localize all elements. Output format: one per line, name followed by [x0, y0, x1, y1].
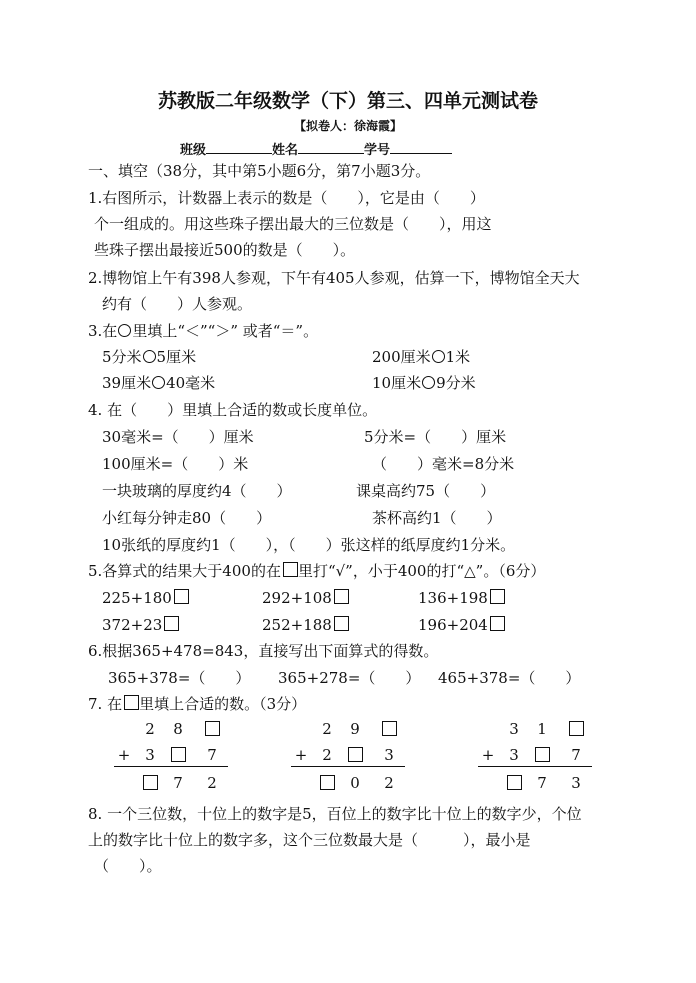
q7-stem-b: 里填上合适的数。（3分）: [139, 695, 307, 713]
digit-box[interactable]: [319, 775, 335, 792]
q1-line2: 个一组成的。用这些珠子摆出最大的三位数是（ ），用这: [94, 215, 492, 233]
q5-item: [262, 616, 349, 634]
q3-item: [102, 374, 215, 392]
q5-expr: 372+23: [102, 616, 163, 634]
digit-box[interactable]: [381, 721, 397, 738]
digit-box[interactable]: [142, 775, 158, 792]
student-info: [180, 139, 452, 158]
digit: 3: [571, 774, 581, 792]
answer-box[interactable]: [569, 721, 584, 736]
q3-left: 5分米: [102, 348, 142, 366]
square-icon: [124, 695, 139, 710]
q4-item: 小红每分钟走80（ ）: [102, 509, 272, 527]
digit: 3: [509, 746, 519, 764]
compare-circle[interactable]: [432, 350, 445, 363]
q5-item: [102, 616, 179, 634]
digit: 2: [322, 720, 332, 738]
q6-item: 365+278=（ ）: [278, 669, 421, 687]
digit: 7: [207, 746, 217, 764]
answer-box[interactable]: [334, 589, 349, 604]
q4-item: 10张纸的厚度约1（ ），（ ）张这样的纸厚度约1分米。: [102, 536, 516, 554]
q4-item: 茶杯高约1（ ）: [372, 509, 502, 527]
digit-box[interactable]: [534, 747, 550, 764]
compare-circle[interactable]: [152, 376, 165, 389]
q4-item: 一块玻璃的厚度约4（ ）: [102, 482, 292, 500]
digit: 0: [350, 774, 360, 792]
q4-item: 课桌高约75（ ）: [356, 482, 496, 500]
q5-item: [102, 589, 189, 607]
q5-expr: 225+180: [102, 589, 172, 607]
answer-box[interactable]: [174, 589, 189, 604]
q3-right: 1米: [445, 348, 471, 366]
q1-line3: 些珠子摆出最接近500的数是（ ）。: [94, 241, 356, 259]
q5-expr: 292+108: [262, 589, 332, 607]
answer-box[interactable]: [382, 721, 397, 736]
q3-left: 39厘米: [102, 374, 152, 392]
q5-expr: 136+198: [418, 589, 488, 607]
q7-stem-a: 7. 在: [88, 695, 123, 713]
digit: 2: [384, 774, 394, 792]
digit: 3: [145, 746, 155, 764]
answer-box[interactable]: [171, 747, 186, 762]
answer-box[interactable]: [164, 616, 179, 631]
circle-icon: [118, 324, 131, 337]
q4-item: 5分米=（ ）厘米: [364, 428, 507, 446]
q3-stem-a: 3.在: [88, 322, 118, 340]
q5-expr: 252+188: [262, 616, 332, 634]
q3-stem: [88, 322, 318, 340]
answer-box[interactable]: [205, 721, 220, 736]
q6-item: 465+378=（ ）: [438, 669, 581, 687]
q5-stem-a: 5.各算式的结果大于400的在: [88, 562, 281, 580]
author-line: 【拟卷人：徐海霞】: [293, 119, 402, 133]
q5-stem-b: 里打“√”，小于400的打“△”。（6分）: [297, 562, 546, 580]
answer-box[interactable]: [143, 775, 158, 790]
digit: 3: [509, 720, 519, 738]
q3-item: [372, 374, 476, 392]
digit: 7: [571, 746, 581, 764]
digit-box[interactable]: [347, 747, 363, 764]
q3-right: 40毫米: [166, 374, 216, 392]
answer-box[interactable]: [320, 775, 335, 790]
digit: 2: [145, 720, 155, 738]
q8-line1: 8. 一个三位数，十位上的数字是5，百位上的数字比十位上的数字少，个位: [88, 805, 582, 823]
digit-box[interactable]: [568, 721, 584, 738]
name-label: 姓名: [272, 143, 299, 158]
digit: 1: [537, 720, 547, 738]
answer-box[interactable]: [490, 589, 505, 604]
q3-right: 5厘米: [156, 348, 197, 366]
digit: 8: [173, 720, 183, 738]
q5-item: [262, 589, 349, 607]
compare-circle[interactable]: [422, 376, 435, 389]
answer-box[interactable]: [535, 747, 550, 762]
q3-left: 200厘米: [372, 348, 431, 366]
answer-box[interactable]: [348, 747, 363, 762]
q5-item: [418, 589, 505, 607]
q6-item: 365+378=（ ）: [108, 669, 251, 687]
q3-item: [102, 348, 196, 366]
digit-box[interactable]: [204, 721, 220, 738]
square-icon: [283, 562, 298, 577]
plus-sign: +: [117, 746, 131, 764]
sum-line: [478, 766, 592, 767]
q5-expr: 196+204: [418, 616, 488, 634]
section-heading: 一、填空（38分，其中第5小题6分，第7小题3分。: [88, 162, 431, 180]
sum-line: [291, 766, 405, 767]
class-blank[interactable]: [206, 139, 272, 154]
q6-stem: 6.根据365+478=843，直接写出下面算式的得数。: [88, 642, 439, 660]
plus-sign: +: [481, 746, 495, 764]
answer-box[interactable]: [490, 616, 505, 631]
digit: 2: [207, 774, 217, 792]
answer-box[interactable]: [507, 775, 522, 790]
q2-line2: 约有（ ）人参观。: [102, 295, 253, 313]
digit-box[interactable]: [170, 747, 186, 764]
digit-box[interactable]: [506, 775, 522, 792]
page-title: 苏教版二年级数学（下）第三、四单元测试卷: [157, 90, 538, 112]
digit: 7: [173, 774, 183, 792]
q3-right: 9分米: [436, 374, 476, 392]
answer-box[interactable]: [334, 616, 349, 631]
q5-stem: [88, 562, 545, 580]
id-label: 学号: [364, 143, 391, 158]
name-blank[interactable]: [298, 139, 364, 154]
q8-line2: 上的数字比十位上的数字多，这个三位数最大是（ ），最小是: [88, 831, 531, 849]
sum-line: [114, 766, 228, 767]
q4-item: 100厘米=（ ）米: [102, 455, 249, 473]
digit: 3: [384, 746, 394, 764]
digit: 2: [322, 746, 332, 764]
id-blank[interactable]: [390, 139, 452, 154]
digit: 9: [350, 720, 360, 738]
compare-circle[interactable]: [143, 350, 156, 363]
digit: 7: [537, 774, 547, 792]
q7-stem: [88, 695, 306, 713]
q2-line1: 2.博物馆上午有398人参观，下午有405人参观，估算一下，博物馆全天大: [88, 269, 580, 287]
q4-item: （ ）毫米=8分米: [372, 455, 515, 473]
plus-sign: +: [294, 746, 308, 764]
class-label: 班级: [180, 143, 207, 158]
q8-line3: （ ）。: [94, 857, 162, 875]
q5-item: [418, 616, 505, 634]
q1-line1: 1.右图所示，计数器上表示的数是（ ），它是由（ ）: [88, 189, 485, 207]
q4-stem: 4. 在（ ）里填上合适的数或长度单位。: [88, 401, 378, 419]
q3-item: [372, 348, 470, 366]
q4-item: 30毫米=（ ）厘米: [102, 428, 254, 446]
q3-left: 10厘米: [372, 374, 422, 392]
q3-stem-b: 里填上“＜”“＞” 或者“＝”。: [132, 322, 319, 340]
